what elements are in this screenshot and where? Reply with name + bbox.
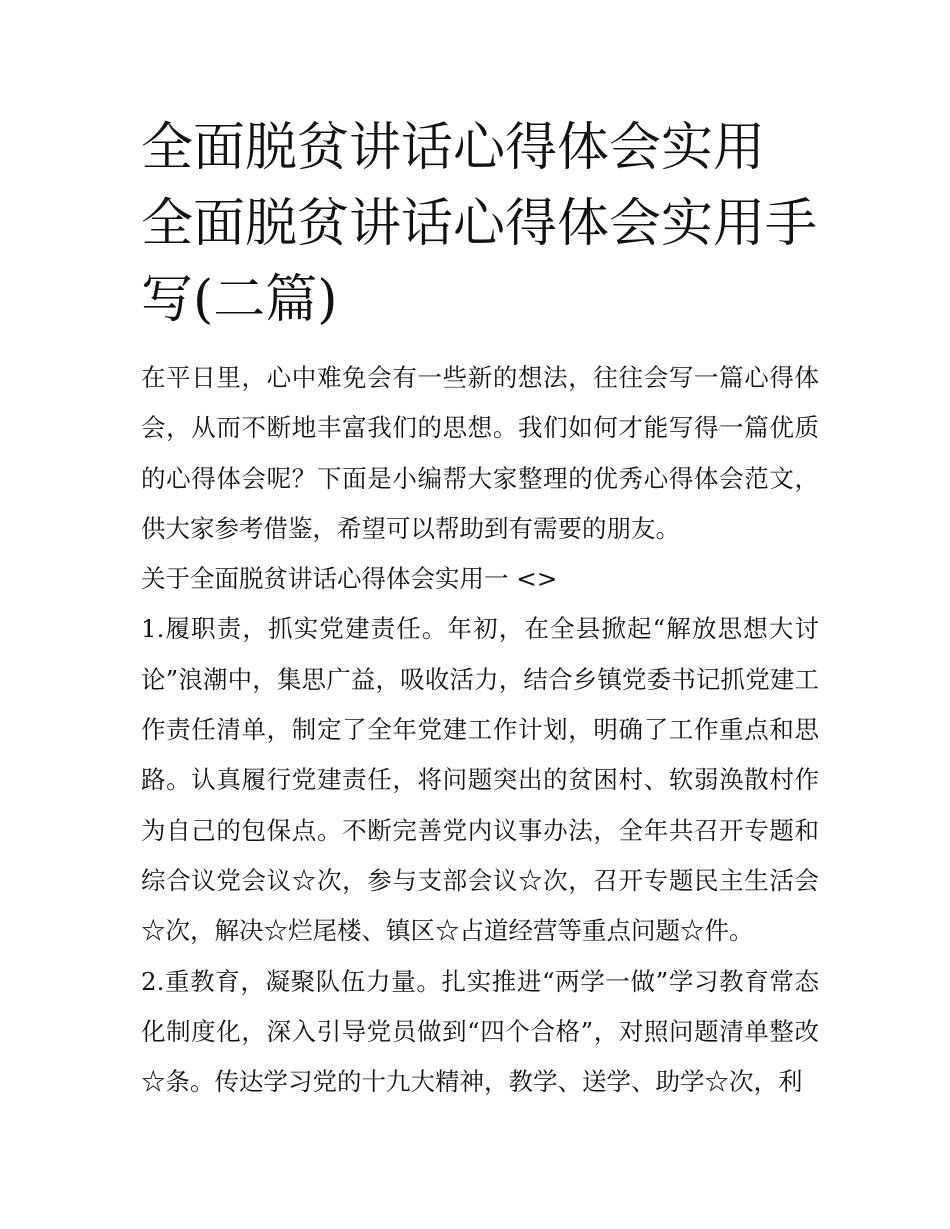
document-body: [141, 353, 819, 1107]
intro-paragraph: 在平日里，心中难免会有一些新的想法，往往会写一篇心得体会，从而不断地丰富我们的思想。我们如何才能写得一篇优质的心得体会呢？下面是小编帮大家整理的优秀心得体会范文，供大家参考借鉴，希望可以帮助到有需要的朋友。: [141, 363, 819, 543]
section-heading: 关于全面脱贫讲话心得体会实用一 <>: [141, 564, 558, 594]
document-title: 全面脱贫讲话心得体会实用 全面脱贫讲话心得体会实用手写(二篇): [141, 118, 818, 330]
body-paragraph: 2.重教育，凝聚队伍力量。扎实推进“两学一做”学习教育常态化制度化，深入引导党员做到“四个合格”，对照问题清单整改☆条。传达学习党的十九大精神，教学、送学、助学☆次，利: [141, 966, 819, 1097]
body-paragraph: 1.履职责，抓实党建责任。年初，在全县掀起“解放思想大讨论”浪潮中，集思广益，吸收活力，结合乡镇党委书记抓党建工作责任清单，制定了全年党建工作计划，明确了工作重点和思路。认真履行党建责任，将问题突出的贫困村、软弱涣散村作为自己的包保点。不断完善党内议事办法，全年共召开专题和综合议党会议☆次，参与支部会议☆次，召开专题民主生活会☆次，解决☆烂尾楼、镇区☆占道经营等重点问题☆件。: [141, 614, 819, 946]
